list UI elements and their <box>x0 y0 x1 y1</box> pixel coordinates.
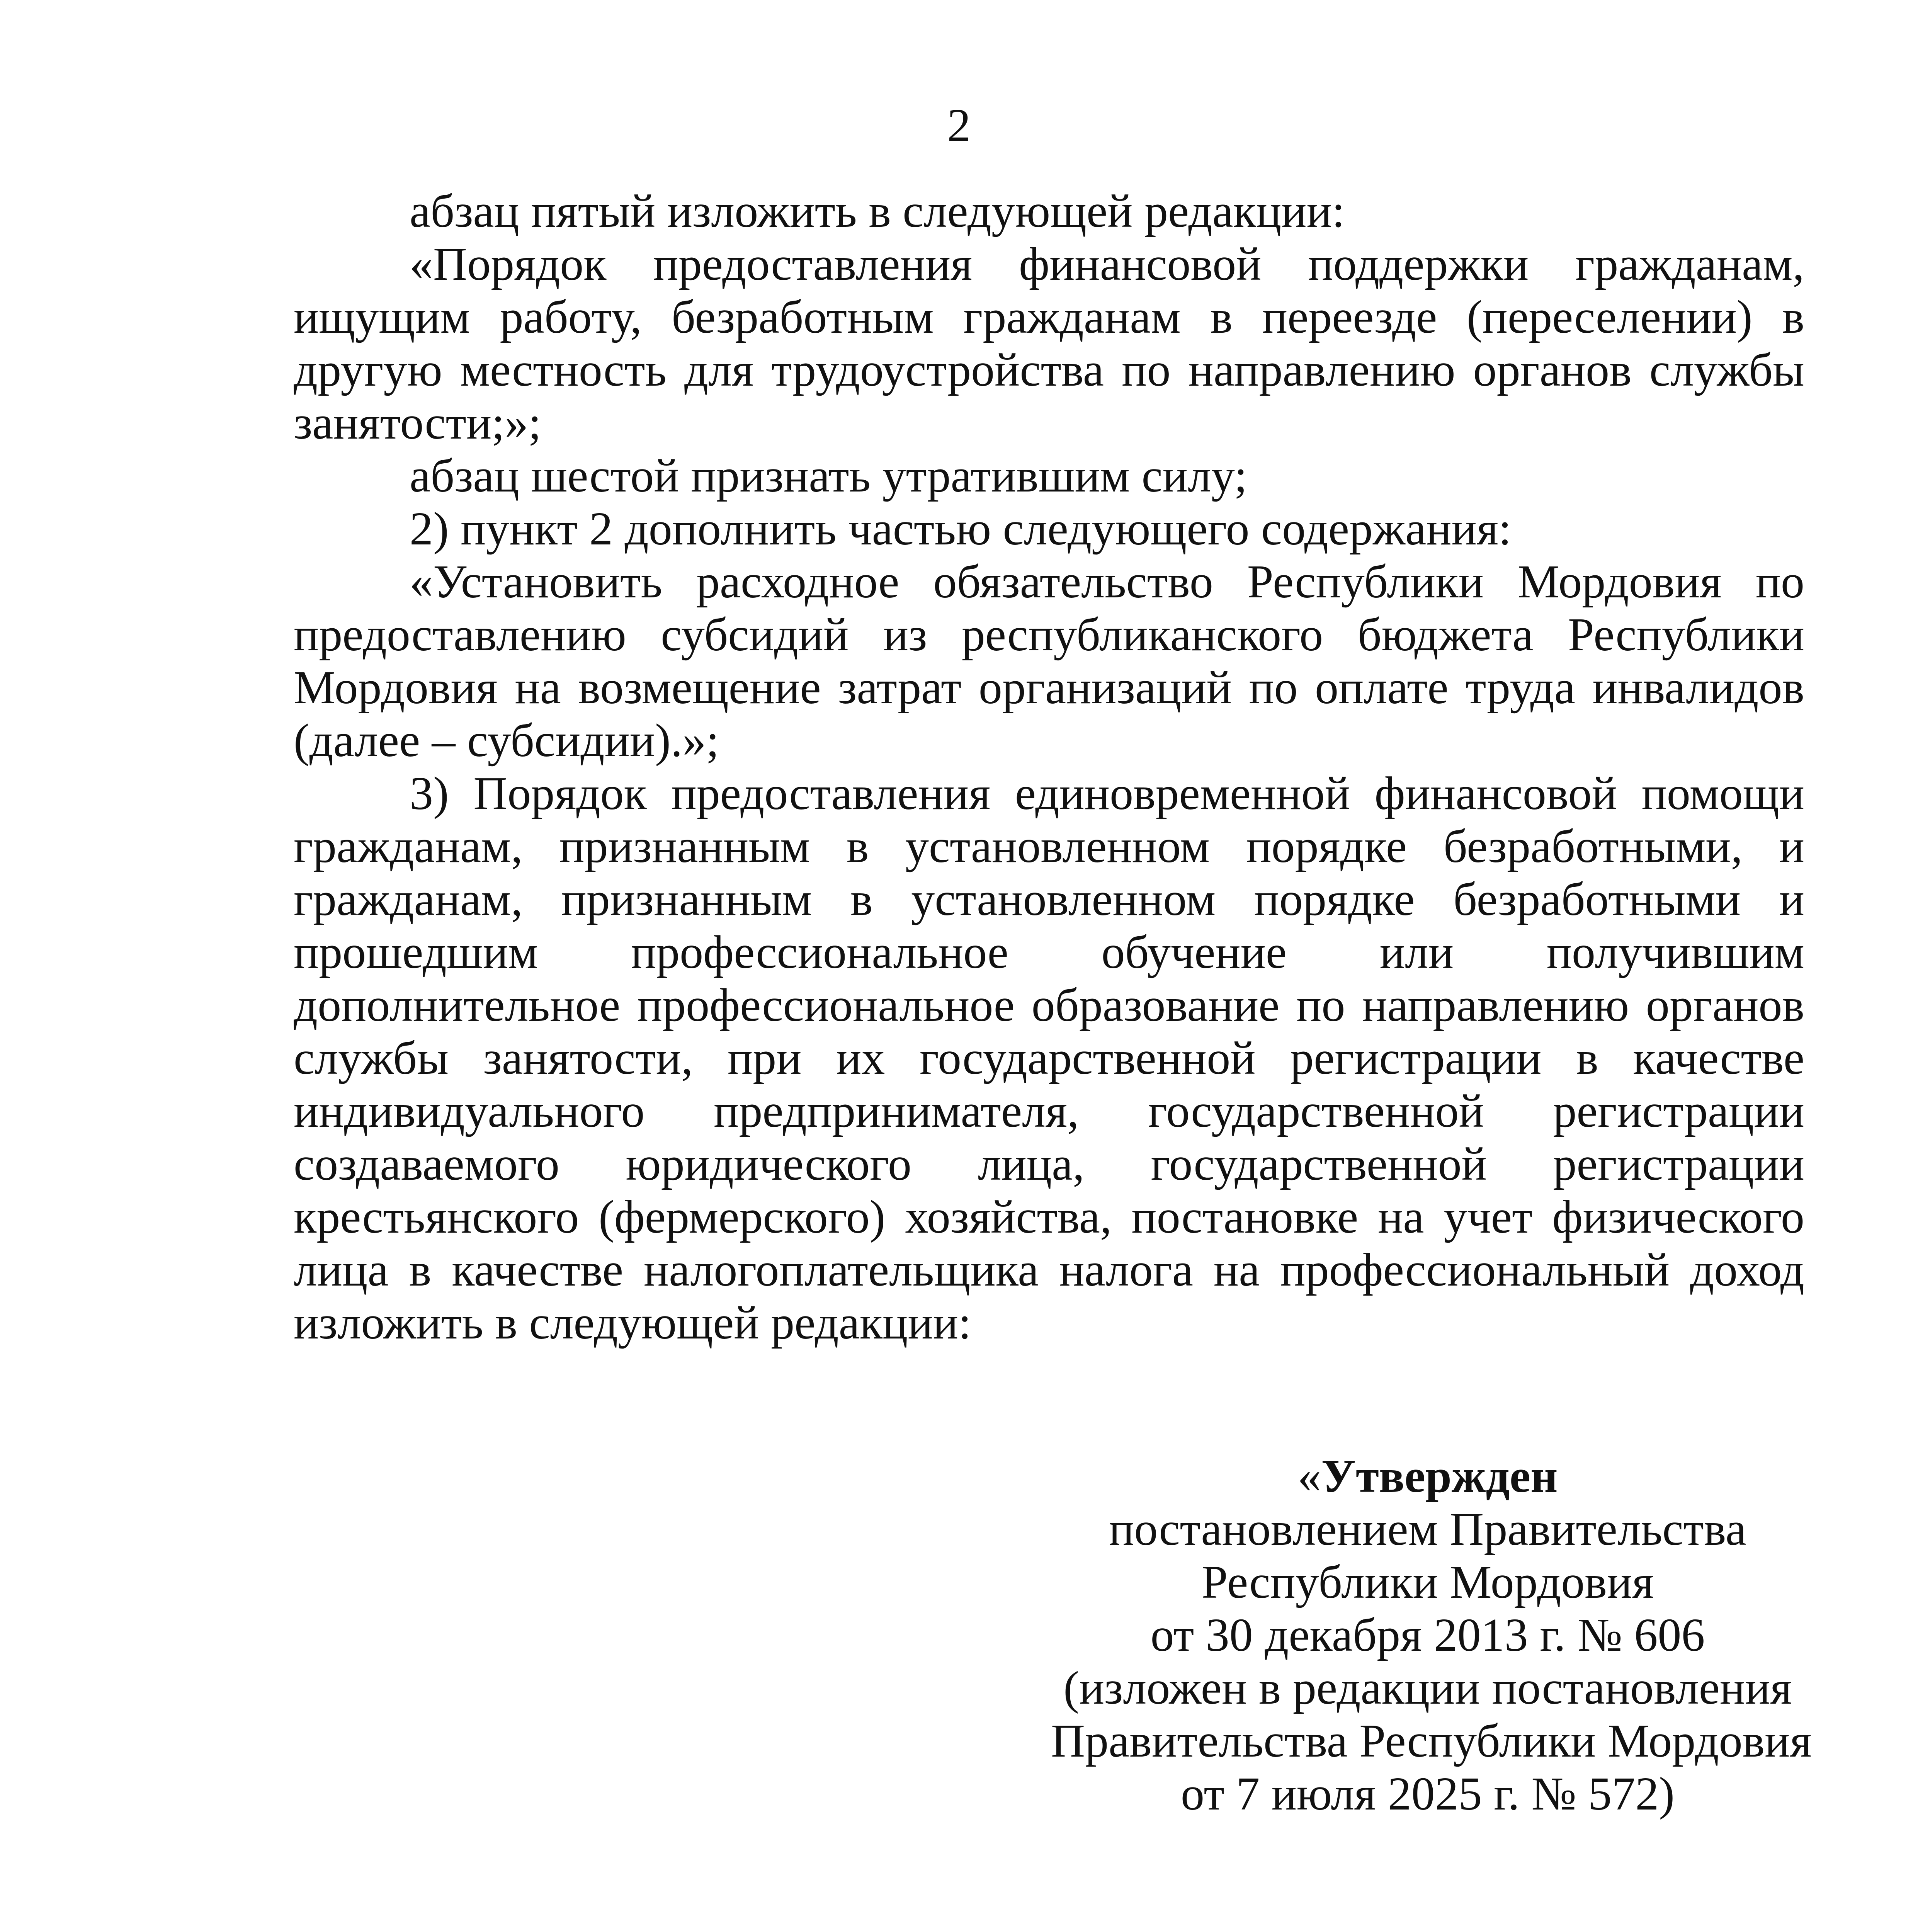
approval-heading-line <box>1051 1450 1804 1503</box>
approval-line: Правительства Республики Мордовия <box>1051 1715 1812 1767</box>
approval-line: постановлением Правительства <box>1109 1503 1746 1555</box>
approval-line: от 30 декабря 2013 г. № 606 <box>1150 1609 1705 1661</box>
approval-line: от 7 июля 2025 г. № 572) <box>1181 1768 1675 1820</box>
paragraph-raskhodnoe-obyazatelstvo: «Установить расходное обязательство Республики Мордовия по предоставлению субсидий из республиканского бюджета Республики Мордовия на возмещение затрат организаций по оплате труда инвалидов (далее – субсидии).»; <box>294 556 1804 767</box>
page-number: 2 <box>947 99 971 151</box>
paragraph-poryadok-finansovoi-podderzhki: «Порядок предоставления финансовой поддержки гражданам, ищущим работу, безработным гражданам в переезде (переселении) в другую местность для трудоустройства по направлению органов службы занятости;»; <box>294 238 1804 449</box>
approval-quote-mark: « <box>1297 1450 1321 1502</box>
approval-block <box>1051 1450 1812 1820</box>
approval-line: Республики Мордовия <box>1201 1556 1654 1608</box>
paragraph-punkt-3: 3) Порядок предоставления единовременной финансовой помощи гражданам, признанным в установленном порядке безработными, и гражданам, признанным в установленном порядке безработными и прошедшим профессиональное обучение или получившим дополнительное профессиональное образование по направлению органов службы занятости, при их государственной регистрации в качестве индивидуального предпринимателя, государственной регистрации создаваемого юридического лица, государственной регистрации крестьянского (фермерского) хозяйства, постановке на учет физического лица в качестве налогоплательщика налога на профессиональный доход изложить в следующей редакции: <box>294 767 1804 1349</box>
paragraph-abzac-pyatyi: абзац пятый изложить в следующей редакции: <box>410 185 1345 237</box>
approval-heading: Утвержден <box>1321 1450 1558 1502</box>
approval-line: (изложен в редакции постановления <box>1063 1662 1792 1714</box>
document-body <box>294 185 1812 1932</box>
paragraph-abzac-shestoi: абзац шестой признать утратившим силу; <box>410 450 1248 502</box>
paragraph-punkt-2: 2) пункт 2 дополнить частью следующего содержания: <box>410 503 1512 555</box>
